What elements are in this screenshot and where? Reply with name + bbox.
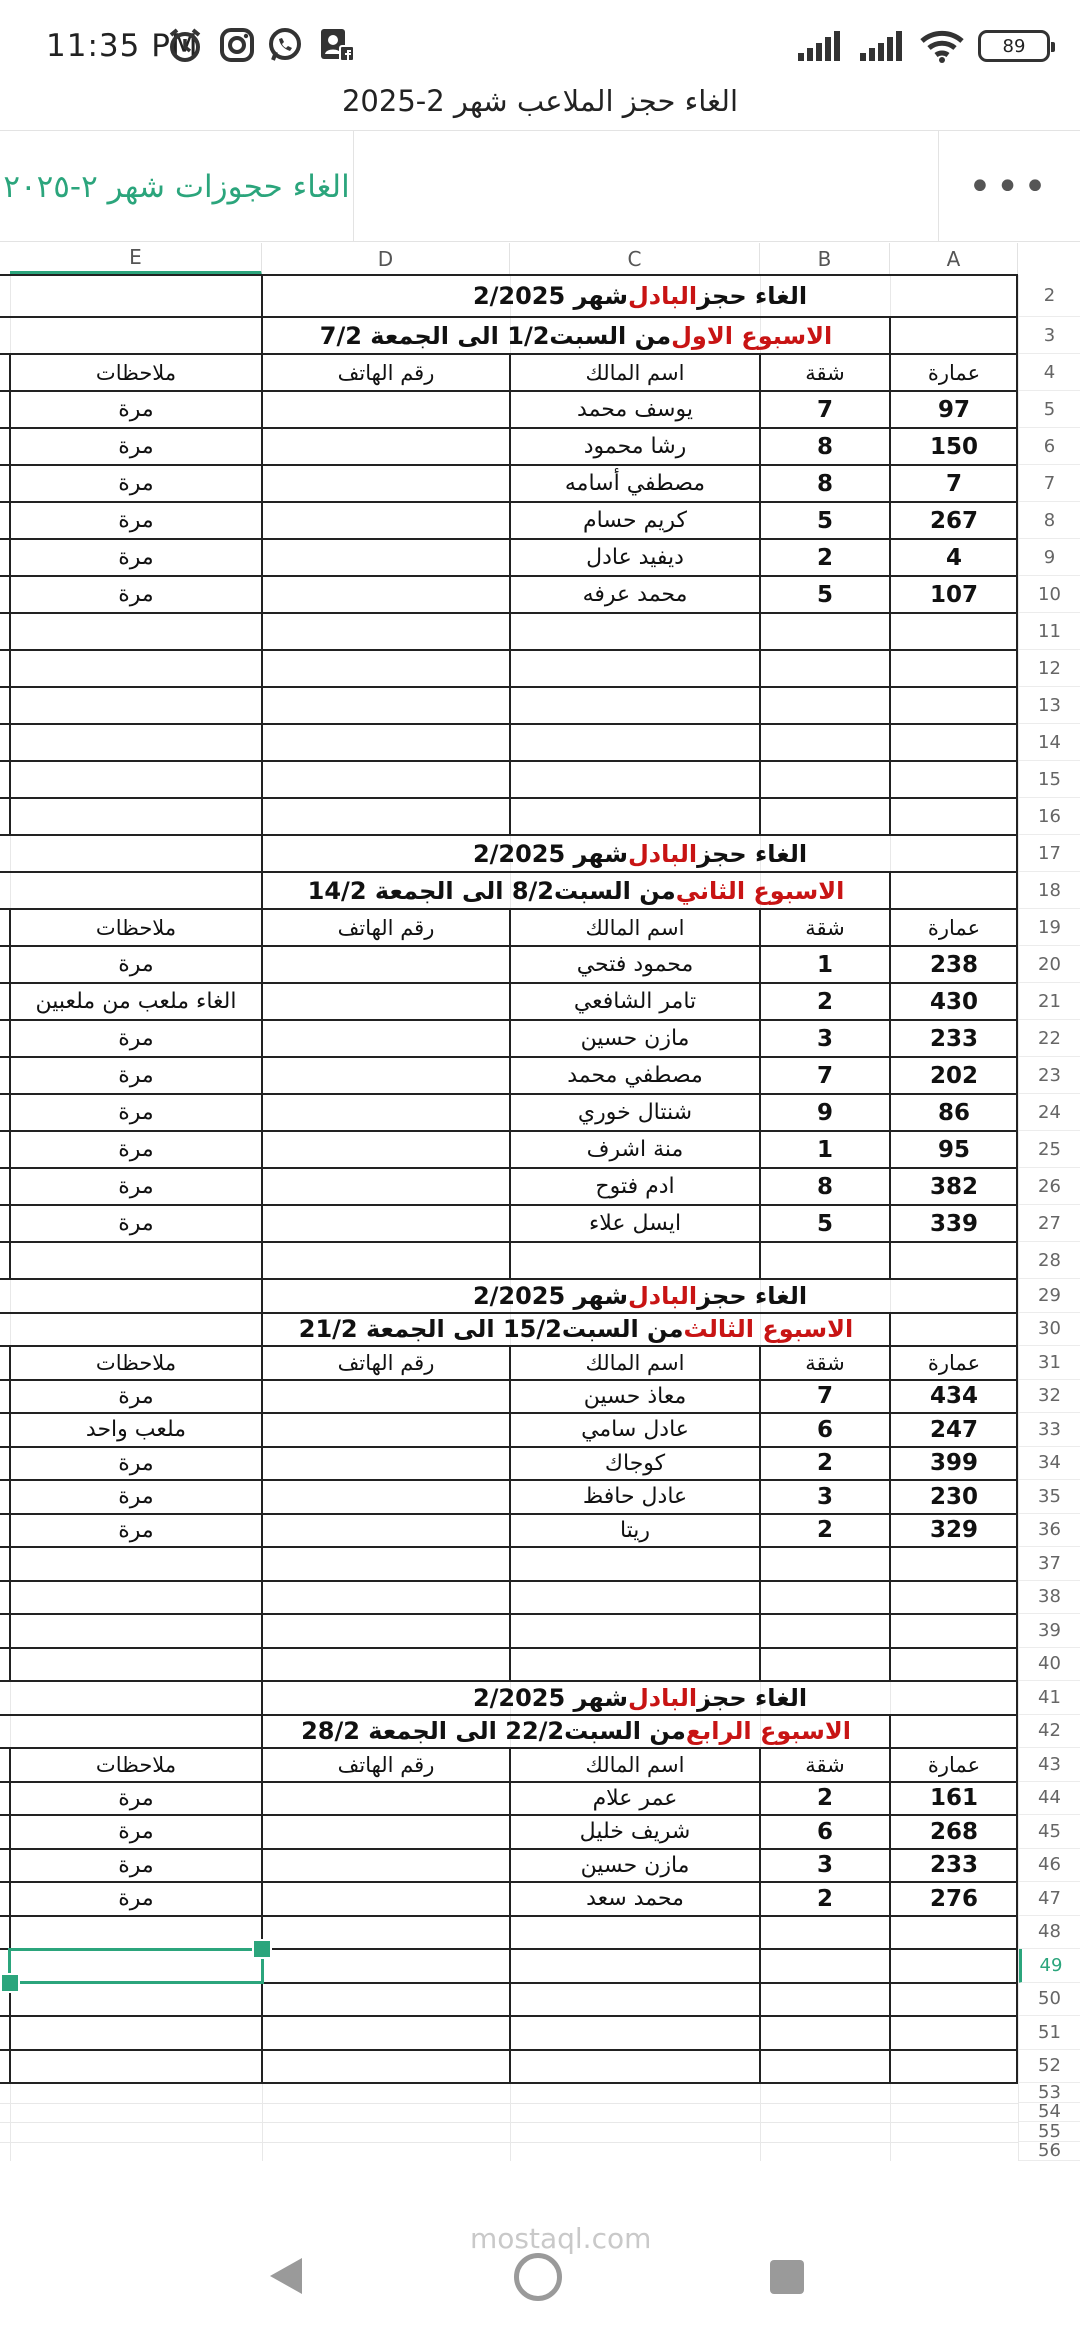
row-header[interactable]: 18: [1018, 872, 1080, 909]
row-header[interactable]: 44: [1018, 1782, 1080, 1816]
cell-notes[interactable]: مرة: [118, 1026, 154, 1051]
cell-apartment[interactable]: 5: [816, 581, 833, 608]
column-header-e[interactable]: E: [10, 243, 262, 275]
cell-owner[interactable]: رشا محمود: [583, 434, 687, 459]
column-title-notes: ملاحظات: [95, 915, 177, 940]
row-header[interactable]: 48: [1018, 1916, 1080, 1950]
cell-phone-redacted[interactable]: [262, 1057, 510, 1094]
cell-building[interactable]: 430: [929, 988, 978, 1015]
column-title-notes: ملاحظات: [95, 360, 177, 385]
cell-border: [889, 317, 891, 835]
watermark: mostaql.com: [470, 2222, 652, 2255]
row-header[interactable]: 30: [1018, 1313, 1080, 1347]
row-header[interactable]: 24: [1018, 1094, 1080, 1131]
cell-notes[interactable]: مرة: [118, 1852, 154, 1878]
cell-notes[interactable]: مرة: [118, 508, 154, 533]
cell-apartment[interactable]: 3: [816, 1025, 833, 1052]
cell-phone-redacted[interactable]: [262, 502, 510, 539]
column-header-a[interactable]: A: [890, 243, 1018, 275]
cell-building[interactable]: 247: [929, 1416, 978, 1443]
cell-owner[interactable]: ريتا: [619, 1517, 651, 1543]
cell-phone-redacted[interactable]: [262, 1380, 510, 1414]
cell-owner[interactable]: ايسل علاء: [588, 1211, 682, 1236]
cell-phone-redacted[interactable]: [262, 1782, 510, 1816]
cell-owner[interactable]: ديفيد عادل: [586, 545, 684, 570]
cell-phone-redacted[interactable]: [262, 1815, 510, 1849]
row-header[interactable]: 37: [1018, 1547, 1080, 1581]
row-header[interactable]: 5: [1018, 391, 1080, 428]
row-header[interactable]: 25: [1018, 1131, 1080, 1168]
cell-apartment[interactable]: 7: [816, 1062, 833, 1089]
column-header-c[interactable]: C: [510, 243, 760, 275]
cell-apartment[interactable]: 6: [816, 1416, 833, 1443]
selected-cell[interactable]: [8, 1948, 264, 1984]
cell-notes[interactable]: مرة: [118, 1137, 154, 1162]
gridline: [0, 2103, 1018, 2104]
row-header[interactable]: 38: [1018, 1581, 1080, 1615]
cell-border: [261, 835, 263, 1279]
cell-phone-redacted[interactable]: [262, 391, 510, 428]
row-header[interactable]: 8: [1018, 502, 1080, 539]
row-header[interactable]: 42: [1018, 1715, 1080, 1749]
cell-building[interactable]: 230: [929, 1483, 978, 1510]
cell-phone-redacted[interactable]: [262, 983, 510, 1020]
row-header[interactable]: 13: [1018, 687, 1080, 724]
cell-apartment[interactable]: 7: [816, 396, 833, 423]
cell-notes[interactable]: مرة: [118, 1517, 154, 1543]
home-circle-icon[interactable]: [514, 2253, 562, 2301]
cell-border: [509, 1748, 511, 2083]
cell-border: [9, 1748, 11, 2083]
section-title-part: البادل: [627, 839, 698, 868]
cell-building[interactable]: 434: [929, 1383, 978, 1410]
cell-notes[interactable]: مرة: [118, 1383, 154, 1409]
row-header[interactable]: 56: [1018, 2142, 1080, 2162]
cell-phone-redacted[interactable]: [262, 465, 510, 502]
row-header[interactable]: 28: [1018, 1242, 1080, 1279]
cell-building[interactable]: 95: [937, 1136, 970, 1163]
cell-phone-redacted[interactable]: [262, 539, 510, 576]
battery-level: 89: [1002, 35, 1026, 57]
week-dates: من السبت8/2 الى الجمعة 14/2: [307, 876, 676, 905]
cell-border: [1016, 1681, 1018, 2083]
cell-building[interactable]: 268: [929, 1818, 978, 1845]
cell-border: [509, 1346, 511, 1681]
section-title-part: الغاء حجز: [697, 1683, 808, 1712]
status-indicators: [796, 26, 1050, 66]
cell-apartment[interactable]: 8: [816, 433, 833, 460]
cell-notes[interactable]: مرة: [118, 1450, 154, 1476]
section-title-part: شهر 2/2025: [472, 839, 628, 868]
week-label: الاسبوع الثالث: [683, 1315, 854, 1344]
signal-1-icon: [796, 31, 844, 61]
row-header[interactable]: 2: [1018, 275, 1080, 317]
row-header[interactable]: 33: [1018, 1413, 1080, 1447]
cell-apartment[interactable]: 3: [816, 1852, 833, 1879]
row-header[interactable]: 55: [1018, 2122, 1080, 2142]
cell-apartment[interactable]: 1: [816, 1136, 833, 1163]
document-title: الغاء حجز الملاعب شهر 2-2025: [341, 84, 739, 118]
row-header[interactable]: 29: [1018, 1279, 1080, 1313]
cell-apartment[interactable]: 8: [816, 1173, 833, 1200]
column-title-building: عمارة: [927, 360, 981, 385]
cell-phone-redacted[interactable]: [262, 1094, 510, 1131]
row-header[interactable]: 7: [1018, 465, 1080, 502]
section-title-part: الغاء حجز: [697, 1281, 808, 1310]
cell-owner[interactable]: شريف خليل: [579, 1819, 691, 1845]
section-title-part: الغاء حجز: [697, 282, 808, 310]
cell-border: [1016, 835, 1018, 1279]
cell-apartment[interactable]: 5: [816, 507, 833, 534]
cell-phone-redacted[interactable]: [262, 1205, 510, 1242]
column-header-d[interactable]: D: [262, 243, 510, 275]
cell-border: [759, 1748, 761, 2083]
row-header[interactable]: 47: [1018, 1882, 1080, 1916]
cell-phone-redacted[interactable]: [262, 1447, 510, 1481]
column-title-building: عمارة: [927, 1752, 981, 1777]
cell-building[interactable]: 382: [929, 1173, 978, 1200]
section-title-part: البادل: [627, 282, 698, 310]
cell-border: [759, 1346, 761, 1681]
cell-border: [261, 1681, 263, 2083]
row-header[interactable]: 32: [1018, 1380, 1080, 1414]
cell-owner[interactable]: شنتال خوري: [577, 1100, 693, 1125]
cell-border: [0, 274, 1018, 276]
row-header[interactable]: 49: [1018, 1949, 1080, 1983]
gridline: [0, 2122, 1018, 2123]
cell-border: [1016, 1279, 1018, 1681]
cell-border: [9, 909, 11, 1279]
cell-owner[interactable]: محمد سعد: [586, 1886, 684, 1912]
cell-owner[interactable]: معاذ حسين: [583, 1383, 687, 1409]
gridline: [0, 2142, 1018, 2143]
cell-apartment[interactable]: 9: [816, 1099, 833, 1126]
cell-owner[interactable]: محمود فتحي: [576, 952, 694, 977]
row-header[interactable]: 11: [1018, 613, 1080, 650]
cell-apartment[interactable]: 2: [816, 1785, 833, 1812]
column-title-phone: رقم الهاتف: [337, 1350, 435, 1375]
week-range: [262, 1313, 890, 1347]
row-header[interactable]: 50: [1018, 1983, 1080, 2017]
week-label: الاسبوع الرابع: [685, 1717, 851, 1746]
cell-apartment[interactable]: 6: [816, 1818, 833, 1845]
cell-notes[interactable]: مرة: [118, 471, 154, 496]
cell-building[interactable]: 339: [929, 1210, 978, 1237]
column-title-owner: اسم المالك: [585, 1350, 685, 1375]
column-title-apartment: شقة: [805, 360, 845, 385]
column-title-notes: ملاحظات: [95, 1350, 177, 1375]
column-title-apartment: شقة: [805, 1752, 845, 1777]
cell-phone-redacted[interactable]: [262, 1020, 510, 1057]
cell-notes[interactable]: مرة: [118, 1063, 154, 1088]
cell-border: [0, 316, 1018, 318]
wifi-icon: [920, 29, 964, 63]
cell-building[interactable]: 107: [929, 581, 978, 608]
week-label: الاسبوع الثاني: [675, 876, 845, 905]
column-title-apartment: شقة: [805, 1350, 845, 1375]
cell-border: [889, 872, 891, 1279]
spreadsheet-grid[interactable]: [0, 275, 1018, 2220]
selection-handle-end[interactable]: [252, 1939, 272, 1959]
column-title-notes: ملاحظات: [95, 1752, 177, 1777]
cell-border: [759, 354, 761, 835]
facebook-contact-icon: [318, 26, 356, 64]
row-header[interactable]: 35: [1018, 1480, 1080, 1514]
cell-notes[interactable]: مرة: [118, 952, 154, 977]
week-range: [262, 1715, 890, 1749]
column-title-owner: اسم المالك: [585, 360, 685, 385]
column-title-owner: اسم المالك: [585, 915, 685, 940]
cell-phone-redacted[interactable]: [262, 1131, 510, 1168]
column-title-phone: رقم الهاتف: [337, 915, 435, 940]
section-title: [262, 1681, 1018, 1715]
cell-owner[interactable]: تامر الشافعي: [573, 989, 697, 1014]
cell-notes[interactable]: مرة: [118, 1785, 154, 1811]
cell-building[interactable]: 150: [929, 433, 978, 460]
cell-border: [0, 871, 1018, 873]
cell-owner[interactable]: مازن حسين: [580, 1026, 690, 1051]
cell-notes[interactable]: مرة: [118, 1211, 154, 1236]
cell-notes[interactable]: مرة: [118, 1484, 154, 1510]
cell-notes[interactable]: الغاء ملعب من ملعبين: [35, 989, 237, 1014]
cell-border: [1016, 275, 1018, 835]
cell-apartment[interactable]: 2: [816, 1517, 833, 1544]
column-title-phone: رقم الهاتف: [337, 360, 435, 385]
row-header[interactable]: 20: [1018, 946, 1080, 983]
cell-owner[interactable]: ادم فتوح: [595, 1174, 675, 1199]
navigation-bar: [0, 2210, 1080, 2340]
selection-handle-start[interactable]: [0, 1973, 20, 1993]
cell-notes[interactable]: مرة: [118, 1819, 154, 1845]
row-header[interactable]: 41: [1018, 1681, 1080, 1715]
week-dates: من السبت15/2 الى الجمعة 21/2: [298, 1315, 684, 1344]
row-header[interactable]: 15: [1018, 761, 1080, 798]
cell-apartment[interactable]: 8: [816, 470, 833, 497]
cell-border: [261, 275, 263, 835]
row-header[interactable]: 52: [1018, 2050, 1080, 2084]
cell-notes[interactable]: مرة: [118, 545, 154, 570]
cell-building[interactable]: 238: [929, 951, 978, 978]
row-header[interactable]: 9: [1018, 539, 1080, 576]
cell-notes[interactable]: ملعب واحد: [85, 1417, 187, 1443]
cell-apartment[interactable]: 5: [816, 1210, 833, 1237]
week-dates: من السبت1/2 الى الجمعة 7/2: [319, 321, 672, 350]
section-title: [262, 835, 1018, 872]
column-title-building: عمارة: [927, 915, 981, 940]
status-time: 11:35 PM: [46, 28, 199, 64]
cell-notes[interactable]: مرة: [118, 434, 154, 459]
row-header[interactable]: 36: [1018, 1514, 1080, 1548]
row-header[interactable]: 21: [1018, 983, 1080, 1020]
cell-owner[interactable]: مصطفي محمد: [567, 1063, 703, 1088]
section-title-part: البادل: [627, 1281, 698, 1310]
cell-owner[interactable]: عمر علام: [592, 1785, 678, 1811]
row-header[interactable]: 14: [1018, 724, 1080, 761]
cell-apartment[interactable]: 2: [816, 544, 833, 571]
cell-apartment[interactable]: 1: [816, 951, 833, 978]
cell-phone-redacted[interactable]: [262, 1480, 510, 1514]
cell-owner[interactable]: عادل سامي: [581, 1417, 689, 1443]
row-header[interactable]: 53: [1018, 2083, 1080, 2103]
alarm-icon: [166, 26, 204, 64]
cell-building[interactable]: 329: [929, 1517, 978, 1544]
cell-apartment[interactable]: 2: [816, 988, 833, 1015]
cell-notes[interactable]: مرة: [118, 397, 154, 422]
cell-border: [0, 1680, 1018, 1682]
cell-phone-redacted[interactable]: [262, 1849, 510, 1883]
cell-owner[interactable]: منة اشرف: [586, 1137, 684, 1162]
cell-phone-redacted[interactable]: [262, 946, 510, 983]
section-title-part: شهر 2/2025: [472, 1683, 628, 1712]
row-header[interactable]: 6: [1018, 428, 1080, 465]
column-header-b[interactable]: B: [760, 243, 890, 275]
cell-building[interactable]: 161: [929, 1785, 978, 1812]
row-header[interactable]: 22: [1018, 1020, 1080, 1057]
row-header[interactable]: 26: [1018, 1168, 1080, 1205]
cell-phone-redacted[interactable]: [262, 1413, 510, 1447]
row-header[interactable]: 19: [1018, 909, 1080, 946]
cell-apartment[interactable]: 2: [816, 1885, 833, 1912]
row-header[interactable]: 39: [1018, 1614, 1080, 1648]
recents-square-icon[interactable]: [770, 2260, 804, 2294]
cell-border: [9, 354, 11, 835]
week-range: [262, 317, 890, 354]
row-header[interactable]: 31: [1018, 1346, 1080, 1380]
week-dates: من السبت22/2 الى الجمعة 28/2: [301, 1717, 686, 1746]
cell-phone-redacted[interactable]: [262, 1882, 510, 1916]
cell-border: [0, 1278, 1018, 1280]
cell-building[interactable]: 202: [929, 1062, 978, 1089]
week-label: الاسبوع الاول: [671, 321, 833, 350]
cell-owner[interactable]: كريم حسام: [583, 508, 687, 533]
column-title-owner: اسم المالك: [585, 1752, 685, 1777]
section-title-part: البادل: [627, 1683, 698, 1712]
row-header[interactable]: 16: [1018, 798, 1080, 835]
cell-building[interactable]: 4: [945, 544, 962, 571]
section-title: [262, 275, 1018, 317]
cell-border: [9, 1346, 11, 1681]
cell-border: [509, 909, 511, 1279]
cell-building[interactable]: 97: [937, 396, 970, 423]
cell-apartment[interactable]: 3: [816, 1483, 833, 1510]
row-header[interactable]: 54: [1018, 2103, 1080, 2123]
row-header[interactable]: 23: [1018, 1057, 1080, 1094]
cell-building[interactable]: 233: [929, 1852, 978, 1879]
row-header[interactable]: 4: [1018, 354, 1080, 391]
section-title-part: شهر 2/2025: [472, 1281, 628, 1310]
cell-border: [0, 1714, 1018, 1716]
section-title: [262, 1279, 1018, 1313]
more-options-button[interactable]: •••: [938, 131, 1080, 242]
cell-building[interactable]: 399: [929, 1450, 978, 1477]
back-triangle-icon[interactable]: [270, 2258, 302, 2294]
sheet-tab[interactable]: الغاء حجوزات شهر ٢-٢٠٢٥: [0, 131, 354, 242]
cell-border: [889, 1715, 891, 2084]
row-header[interactable]: 43: [1018, 1748, 1080, 1782]
cell-building[interactable]: 86: [937, 1099, 970, 1126]
column-title-apartment: شقة: [805, 915, 845, 940]
cell-owner[interactable]: مصطفي أسامه: [564, 471, 706, 496]
row-header[interactable]: 12: [1018, 650, 1080, 687]
section-title-part: الغاء حجز: [697, 839, 808, 868]
week-range: [262, 872, 890, 909]
cell-owner[interactable]: كوجاك: [604, 1450, 666, 1476]
cell-notes[interactable]: مرة: [118, 1886, 154, 1912]
cell-owner[interactable]: مازن حسين: [580, 1852, 690, 1878]
row-header[interactable]: 51: [1018, 2016, 1080, 2050]
cell-phone-redacted[interactable]: [262, 428, 510, 465]
cell-border: [509, 354, 511, 835]
cell-border: [759, 909, 761, 1279]
row-header[interactable]: 34: [1018, 1447, 1080, 1481]
cell-owner[interactable]: عادل حافظ: [582, 1484, 688, 1510]
cell-notes[interactable]: مرة: [118, 1174, 154, 1199]
cell-owner[interactable]: يوسف محمد: [577, 397, 693, 422]
row-header[interactable]: 3: [1018, 317, 1080, 354]
cell-apartment[interactable]: 7: [816, 1383, 833, 1410]
cell-building[interactable]: 233: [929, 1025, 978, 1052]
signal-2-icon: [858, 31, 906, 61]
row-header[interactable]: 10: [1018, 576, 1080, 613]
row-header[interactable]: 46: [1018, 1849, 1080, 1883]
cell-phone-redacted[interactable]: [262, 576, 510, 613]
status-bar: [0, 0, 1080, 90]
section-title-part: شهر 2/2025: [472, 282, 628, 310]
cell-building[interactable]: 267: [929, 507, 978, 534]
column-title-building: عمارة: [927, 1350, 981, 1375]
cell-building[interactable]: 7: [945, 470, 962, 497]
cell-border: [0, 834, 1018, 836]
sheet-toolbar: [0, 130, 1080, 242]
cell-phone-redacted[interactable]: [262, 1168, 510, 1205]
cell-phone-redacted[interactable]: [262, 1514, 510, 1548]
row-header[interactable]: 40: [1018, 1648, 1080, 1682]
battery-icon: [978, 30, 1050, 62]
cell-border: [261, 1279, 263, 1681]
cell-border: [0, 1312, 1018, 1314]
instagram-icon: [218, 26, 256, 64]
cell-owner[interactable]: محمد عرفه: [582, 582, 688, 607]
gridline: [1018, 275, 1019, 2161]
cell-border: [889, 1313, 891, 1682]
cell-apartment[interactable]: 2: [816, 1450, 833, 1477]
whatsapp-icon: [266, 26, 304, 64]
column-title-phone: رقم الهاتف: [337, 1752, 435, 1777]
row-header[interactable]: 27: [1018, 1205, 1080, 1242]
row-header[interactable]: 45: [1018, 1815, 1080, 1849]
cell-notes[interactable]: مرة: [118, 582, 154, 607]
cell-building[interactable]: 276: [929, 1885, 978, 1912]
row-header[interactable]: 17: [1018, 835, 1080, 872]
cell-notes[interactable]: مرة: [118, 1100, 154, 1125]
